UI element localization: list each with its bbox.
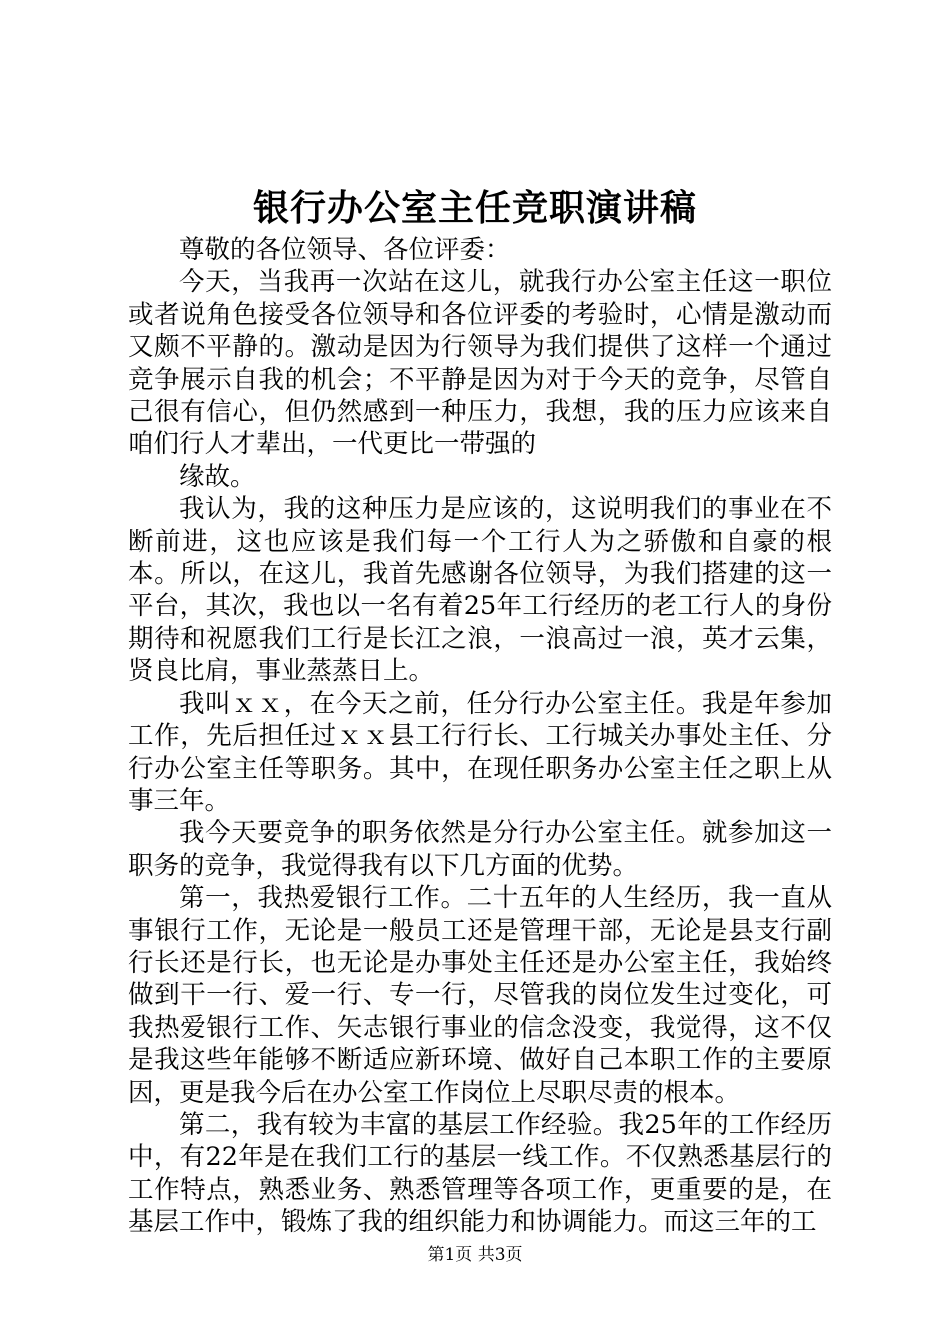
paragraph: 我认为，我的这种压力是应该的，这说明我们的事业在不断前进，这也应该是我们每一个工行人为之骄傲和自豪的根本。所以，在这儿，我首先感谢各位领导，为我们搭建的这一平台，其次，我也以一名有着25年工行经历的老工行人的身份期待和祝愿我们工行是长江之浪，一浪高过一浪，英才云集，贤良比肩，事业蒸蒸日上。 — [128, 494, 832, 687]
paragraph: 我叫ｘｘ，在今天之前，任分行办公室主任。我是年参加工作，先后担任过ｘｘ县工行行长、工行城关办事处主任、分行办公室主任等职务。其中，在现任职务办公室主任之职上从事三年。 — [128, 688, 832, 816]
paragraph: 第一，我热爱银行工作。二十五年的人生经历，我一直从事银行工作，无论是一般员工还是管理干部，无论是县支行副行长还是行长，也无论是办事处主任还是办公室主任，我始终做到干一行、爱一行、专一行，尽管我的岗位发生过变化，可我热爱银行工作、矢志银行事业的信念没变，我觉得，这不仅是我这些年能够不断适应新环境、做好自己本职工作的主要原因，更是我今后在办公室工作岗位上尽职尽责的根本。 — [128, 883, 832, 1108]
paragraph: 我今天要竞争的职务依然是分行办公室主任。就参加这一职务的竞争，我觉得我有以下几方面的优势。 — [128, 818, 832, 881]
page-number-footer: 第1页 共3页 — [427, 1245, 523, 1265]
paragraph: 缘故。 — [179, 461, 256, 492]
paragraph-salutation: 尊敬的各位领导、各位评委： — [179, 235, 511, 265]
document-body — [128, 234, 832, 1239]
paragraph: 第二，我有较为丰富的基层工作经验。我25年的工作经历中，有22年是在我们工行的基层一线工作。不仅熟悉基层行的工作特点，熟悉业务、熟悉管理等各项工作，更重要的是，在基层工作中，锻炼了我的组织能力和协调能力。而这三年的工 — [128, 1109, 832, 1238]
paragraph: 今天，当我再一次站在这儿，就我行办公室主任这一职位或者说角色接受各位领导和各位评委的考验时，心情是激动而又颇不平静的。激动是因为行领导为我们提供了这样一个通过竞争展示自我的机会；不平静是因为对于今天的竞争，尽管自己很有信心，但仍然感到一种压力，我想，我的压力应该来自咱们行人才辈出，一代更比一带强的 — [128, 267, 832, 460]
document-title: 银行办公室主任竞职演讲稿 — [252, 187, 697, 229]
